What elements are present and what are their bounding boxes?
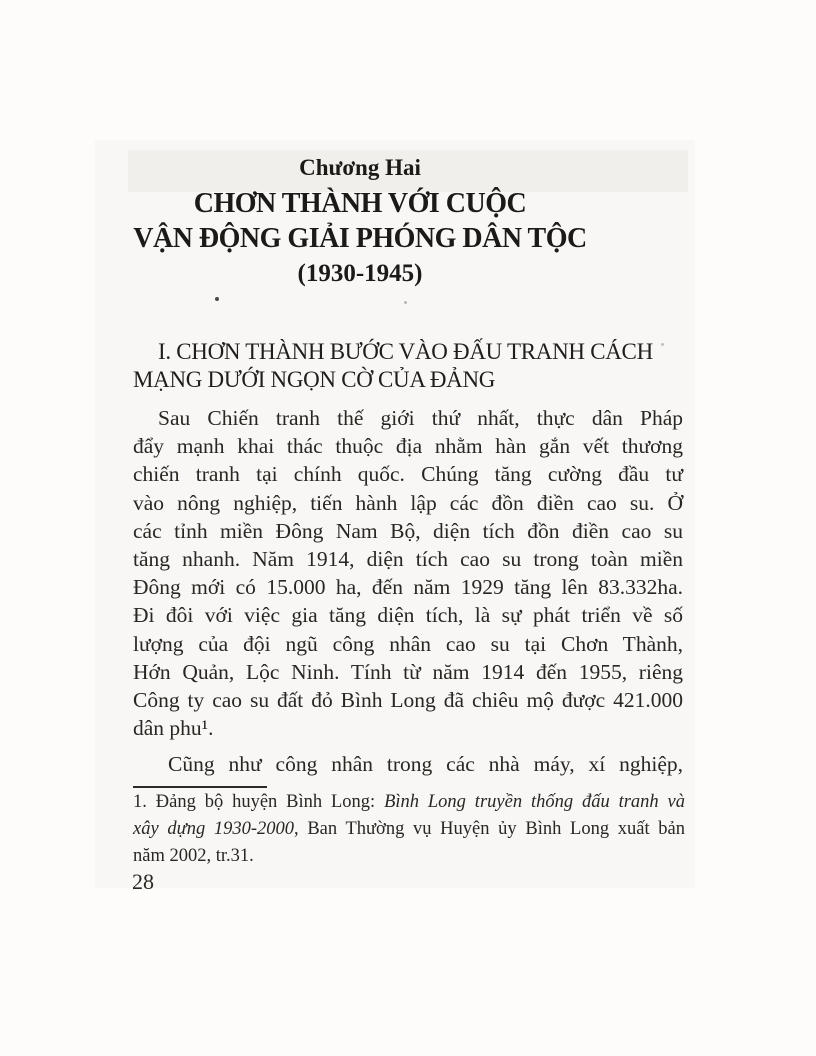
body-line: Đi đôi với việc gia tăng diện tích, là sự phát triển về số <box>133 603 683 628</box>
chapter-title-line-1: CHƠN THÀNH VỚI CUỘC <box>193 188 527 219</box>
body-line: chiến tranh tại chính quốc. Chúng tăng cường đầu tư <box>133 462 683 487</box>
body-line: lượng của đội ngũ công nhân cao su tại Chơn Thành, <box>133 631 683 656</box>
body-paragraph-1 <box>133 404 683 742</box>
ink-speck <box>215 297 219 301</box>
body-line: Cũng như công nhân trong các nhà máy, xí nghiệp, <box>168 752 683 776</box>
chapter-title-line-2: VẬN ĐỘNG GIẢI PHÓNG DÂN TỘC <box>133 223 587 254</box>
section-heading-line-1: I. CHƠN THÀNH BƯỚC VÀO ĐẤU TRANH CÁCH <box>158 339 653 364</box>
section-heading-line-2: MẠNG DƯỚI NGỌN CỜ CỦA ĐẢNG <box>133 367 496 392</box>
body-line: Đông mới có 15.000 ha, đến năm 1929 tăng lên 83.332ha. <box>133 575 683 600</box>
body-line: Công ty cao su đất đỏ Bình Long đã chiêu mộ được 421.000 <box>133 688 683 713</box>
body-line: đẩy mạnh khai thác thuộc địa nhằm hàn gắn vết thương <box>133 434 683 459</box>
footnote-text-regular: , Ban Thường vụ Huyện ủy Bình Long xuất bản <box>294 818 685 839</box>
section-heading <box>133 338 693 394</box>
footnote-separator-rule <box>133 786 267 788</box>
body-line: các tỉnh miền Đông Nam Bộ, diện tích đồn điền cao su <box>133 518 683 543</box>
footnote-text-italic: xây dựng 1930-2000 <box>133 818 295 839</box>
footnote-line-2 <box>133 816 685 843</box>
body-line: vào nông nghiệp, tiến hành lập các đồn điền cao su. Ở <box>133 490 683 515</box>
chapter-label: Chương Hai <box>299 155 421 180</box>
ink-speck <box>404 301 407 304</box>
body-line: tăng nhanh. Năm 1914, diện tích cao su trong toàn miền <box>133 547 683 572</box>
footnote-line-1 <box>133 789 685 816</box>
body-paragraph-2 <box>133 750 683 778</box>
page-number: 28 <box>132 869 154 894</box>
body-line: Hớn Quản, Lộc Ninh. Tính từ năm 1914 đến 1955, riêng <box>133 659 683 684</box>
body-line-with-footnote-ref: dân phu¹. <box>133 716 214 741</box>
body-line: Sau Chiến tranh thế giới thứ nhất, thực dân Pháp <box>158 406 683 430</box>
footnote <box>133 789 685 869</box>
footnote-line-3: năm 2002, tr.31. <box>133 845 254 866</box>
footnote-text-italic: Bình Long truyền thống đấu tranh và <box>384 792 686 812</box>
footnote-text-regular: 1. Đảng bộ huyện Bình Long: <box>133 792 385 812</box>
chapter-title-years: (1930-1945) <box>297 260 423 287</box>
